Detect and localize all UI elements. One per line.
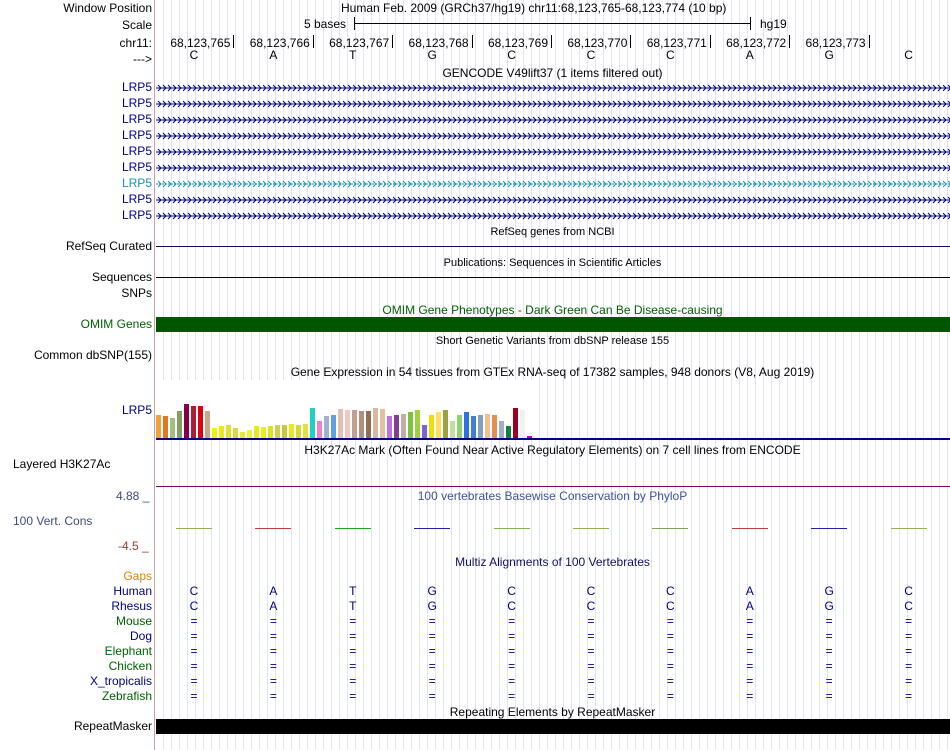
gencode-transcript-label[interactable]: LRP5 bbox=[121, 160, 152, 174]
phylop-score-segment bbox=[255, 528, 291, 529]
base-letter: A bbox=[745, 48, 754, 62]
multiz-base: = bbox=[825, 689, 833, 703]
multiz-base: = bbox=[508, 689, 516, 703]
gtex-tissue-bar[interactable] bbox=[219, 426, 224, 438]
multiz-base: = bbox=[587, 644, 595, 658]
gtex-tissue-bar[interactable] bbox=[331, 415, 336, 438]
h3k27ac-track-label[interactable]: Layered H3K27Ac bbox=[13, 457, 111, 471]
multiz-base: = bbox=[666, 689, 674, 703]
multiz-base: A bbox=[745, 584, 754, 598]
multiz-base: = bbox=[905, 689, 913, 703]
multiz-base: = bbox=[905, 644, 913, 658]
gencode-transcript-line[interactable] bbox=[156, 82, 950, 94]
multiz-base: C bbox=[586, 584, 596, 598]
gtex-tissue-bar[interactable] bbox=[261, 427, 266, 438]
base-letter: T bbox=[349, 48, 357, 62]
scale-value: 5 bases bbox=[304, 17, 347, 31]
multiz-base: G bbox=[427, 584, 437, 598]
refseq-track-label[interactable]: RefSeq Curated bbox=[65, 239, 152, 253]
multiz-base: = bbox=[190, 659, 198, 673]
gtex-track-label[interactable]: LRP5 bbox=[121, 403, 152, 417]
multiz-base: = bbox=[508, 674, 516, 688]
multiz-base: = bbox=[269, 629, 277, 643]
coordinate-label: 68,123,768 bbox=[408, 36, 469, 50]
multiz-base: = bbox=[349, 629, 357, 643]
phylop-score-segment bbox=[176, 528, 212, 529]
gtex-tissue-bar[interactable] bbox=[184, 404, 189, 438]
gtex-tissue-bar[interactable] bbox=[478, 415, 483, 438]
multiz-base: = bbox=[746, 614, 754, 628]
multiz-base: = bbox=[428, 689, 436, 703]
phylop-score-segment bbox=[573, 528, 609, 529]
multiz-base: = bbox=[269, 659, 277, 673]
multiz-species-label[interactable]: Mouse bbox=[115, 614, 152, 628]
coordinate-tick bbox=[710, 35, 711, 48]
sequences-track-label[interactable]: Sequences bbox=[91, 270, 152, 284]
gtex-tissue-bar[interactable] bbox=[429, 415, 434, 438]
multiz-base: = bbox=[269, 644, 277, 658]
multiz-species-label[interactable]: Human bbox=[113, 584, 152, 598]
multiz-base: A bbox=[269, 584, 278, 598]
multiz-base: = bbox=[190, 674, 198, 688]
gtex-tissue-bar[interactable] bbox=[303, 424, 308, 438]
gencode-transcript-line[interactable] bbox=[156, 162, 950, 174]
repeatmasker-track-title[interactable]: Repeating Elements by RepeatMasker bbox=[449, 705, 656, 719]
gencode-transcript-label[interactable]: LRP5 bbox=[121, 128, 152, 142]
gtex-tissue-bar[interactable] bbox=[415, 410, 420, 438]
multiz-base: C bbox=[586, 599, 596, 613]
omim-track-title[interactable]: OMIM Gene Phenotypes - Dark Green Can Be Disease-causing bbox=[382, 303, 723, 317]
coordinate-label: 68,123,773 bbox=[805, 36, 866, 50]
gtex-tissue-bar[interactable] bbox=[338, 409, 343, 438]
gtex-tissue-bar[interactable] bbox=[177, 411, 182, 438]
multiz-base: = bbox=[587, 629, 595, 643]
snps-track-label[interactable]: SNPs bbox=[121, 286, 152, 300]
multiz-base: = bbox=[508, 629, 516, 643]
sequences-line[interactable] bbox=[156, 277, 950, 278]
coordinate-label: 68,123,772 bbox=[726, 36, 787, 50]
gtex-tissue-bar[interactable] bbox=[436, 412, 441, 438]
multiz-base: = bbox=[666, 644, 674, 658]
gencode-transcript-label[interactable]: LRP5 bbox=[121, 80, 152, 94]
gencode-transcript-line[interactable] bbox=[156, 178, 950, 190]
phylop-score-segment bbox=[494, 528, 530, 529]
gtex-tissue-bar[interactable] bbox=[387, 416, 392, 438]
multiz-base: = bbox=[825, 629, 833, 643]
multiz-base: = bbox=[349, 689, 357, 703]
dbsnp-track-label[interactable]: Common dbSNP(155) bbox=[33, 348, 152, 362]
gtex-tissue-bar[interactable] bbox=[296, 425, 301, 438]
scale-label: Scale bbox=[121, 18, 152, 32]
gencode-transcript-label[interactable]: LRP5 bbox=[121, 112, 152, 126]
refseq-track-title[interactable]: RefSeq genes from NCBI bbox=[490, 226, 615, 238]
gtex-tissue-bar[interactable] bbox=[401, 414, 406, 438]
multiz-base: C bbox=[507, 599, 516, 613]
base-letter: C bbox=[904, 48, 913, 62]
omim-track-label[interactable]: OMIM Genes bbox=[80, 317, 152, 331]
multiz-base: = bbox=[825, 644, 833, 658]
multiz-base: = bbox=[428, 614, 436, 628]
gtex-tissue-bar[interactable] bbox=[310, 408, 315, 438]
multiz-base: A bbox=[269, 599, 278, 613]
multiz-base: = bbox=[905, 629, 913, 643]
coordinate-tick bbox=[789, 35, 790, 48]
base-letter: A bbox=[269, 48, 278, 62]
gencode-transcript-line[interactable] bbox=[156, 146, 950, 158]
multiz-species-label[interactable]: X_tropicalis bbox=[89, 674, 152, 688]
multiz-base: C bbox=[189, 584, 199, 598]
omim-gene-bar[interactable] bbox=[156, 317, 950, 332]
base-letter: G bbox=[824, 48, 834, 62]
multiz-base: = bbox=[508, 614, 516, 628]
gtex-tissue-bar[interactable] bbox=[366, 411, 371, 438]
multiz-base: = bbox=[587, 689, 595, 703]
multiz-base: = bbox=[746, 644, 754, 658]
gtex-tissue-bar[interactable] bbox=[324, 416, 329, 438]
gtex-tissue-bar[interactable] bbox=[212, 428, 217, 438]
base-letter: C bbox=[666, 48, 675, 62]
gtex-tissue-bar[interactable] bbox=[520, 410, 525, 438]
coordinate-label: 68,123,769 bbox=[487, 36, 548, 50]
multiz-base: = bbox=[746, 674, 754, 688]
gtex-tissue-bar[interactable] bbox=[492, 415, 497, 438]
multiz-base: = bbox=[349, 659, 357, 673]
base-letter: C bbox=[586, 48, 596, 62]
gtex-tissue-bar[interactable] bbox=[170, 418, 175, 438]
gtex-tissue-bar[interactable] bbox=[254, 426, 259, 438]
multiz-base: G bbox=[824, 599, 834, 613]
scale-bar bbox=[354, 23, 750, 24]
gtex-tissue-bar[interactable] bbox=[373, 408, 378, 438]
multiz-base: = bbox=[825, 674, 833, 688]
phylop-score-segment bbox=[732, 528, 768, 529]
gtex-tissue-bar[interactable] bbox=[205, 411, 210, 438]
multiz-base: = bbox=[269, 689, 277, 703]
base-letter: C bbox=[189, 48, 199, 62]
gtex-tissue-bar[interactable] bbox=[513, 408, 518, 438]
phylop-max-label: 4.88 _ bbox=[116, 489, 150, 503]
gtex-tissue-bar[interactable] bbox=[345, 410, 350, 438]
coordinate-label: 68,123,767 bbox=[329, 36, 390, 50]
gencode-transcript-line[interactable] bbox=[156, 98, 950, 110]
multiz-base: T bbox=[349, 599, 357, 613]
multiz-gaps-label: Gaps bbox=[123, 569, 152, 583]
multiz-species-label[interactable]: Dog bbox=[129, 629, 152, 643]
gtex-tissue-bar[interactable] bbox=[471, 416, 476, 438]
multiz-base: = bbox=[428, 659, 436, 673]
multiz-base: = bbox=[190, 689, 198, 703]
refseq-gene-line[interactable] bbox=[156, 246, 950, 247]
gtex-tissue-bar[interactable] bbox=[268, 426, 273, 438]
phylop-score-segment bbox=[335, 528, 371, 529]
gtex-tissue-bar[interactable] bbox=[499, 421, 504, 438]
coordinate-tick bbox=[869, 35, 870, 48]
multiz-base: = bbox=[587, 674, 595, 688]
gtex-tissue-bar[interactable] bbox=[408, 412, 413, 438]
gtex-gene-line[interactable] bbox=[156, 438, 950, 440]
coordinate-tick bbox=[630, 35, 631, 48]
multiz-base: C bbox=[666, 584, 675, 598]
gtex-tissue-bar[interactable] bbox=[457, 415, 462, 438]
multiz-base: = bbox=[428, 674, 436, 688]
coordinate-tick bbox=[313, 35, 314, 48]
gencode-transcript-line[interactable] bbox=[156, 194, 950, 206]
gtex-tissue-bar[interactable] bbox=[163, 416, 168, 438]
phylop-score-segment bbox=[652, 528, 688, 529]
base-letter: C bbox=[507, 48, 516, 62]
gtex-tissue-bar[interactable] bbox=[380, 409, 385, 438]
multiz-base: = bbox=[746, 659, 754, 673]
multiz-species-label[interactable]: Rhesus bbox=[111, 599, 152, 613]
multiz-base: = bbox=[905, 674, 913, 688]
phylop-track-title[interactable]: 100 vertebrates Basewise Conservation by PhyloP bbox=[417, 489, 688, 503]
coordinate-label: 68,123,770 bbox=[567, 36, 628, 50]
gtex-tissue-bar[interactable] bbox=[275, 425, 280, 438]
gtex-tissue-bar[interactable] bbox=[359, 411, 364, 438]
phylop-score-segment bbox=[811, 528, 847, 529]
gtex-tissue-bar[interactable] bbox=[317, 421, 322, 438]
multiz-base: = bbox=[428, 644, 436, 658]
gtex-tissue-bar[interactable] bbox=[394, 415, 399, 438]
multiz-base: = bbox=[905, 614, 913, 628]
multiz-base: = bbox=[190, 629, 198, 643]
coordinate-label: 68,123,765 bbox=[170, 36, 231, 50]
multiz-species-label[interactable]: Zebrafish bbox=[101, 689, 152, 703]
dbsnp-track-title[interactable]: Short Genetic Variants from dbSNP release 155 bbox=[435, 335, 670, 347]
multiz-base: G bbox=[824, 584, 834, 598]
multiz-base: = bbox=[666, 674, 674, 688]
multiz-base: C bbox=[904, 599, 913, 613]
phylop-score-segment bbox=[414, 528, 450, 529]
multiz-base: = bbox=[190, 614, 198, 628]
gencode-transcript-label[interactable]: LRP5 bbox=[121, 208, 152, 222]
repeatmasker-bar[interactable] bbox=[156, 719, 950, 734]
gtex-track-title[interactable]: Gene Expression in 54 tissues from GTEx RNA-seq of 17382 samples, 948 donors (V8, Aug 2019) bbox=[290, 365, 815, 379]
multiz-base: = bbox=[508, 659, 516, 673]
gencode-transcript-label[interactable]: LRP5 bbox=[121, 96, 152, 110]
phylop-score-segment bbox=[891, 528, 927, 529]
scale-assembly: hg19 bbox=[760, 17, 787, 31]
gtex-tissue-bar[interactable] bbox=[191, 406, 196, 438]
phylop-min-label: -4.5 _ bbox=[118, 539, 149, 553]
multiz-base: C bbox=[507, 584, 516, 598]
coordinate-tick bbox=[551, 35, 552, 48]
gtex-tissue-bar[interactable] bbox=[464, 412, 469, 438]
coordinate-tick bbox=[233, 35, 234, 48]
repeatmasker-track-label[interactable]: RepeatMasker bbox=[73, 719, 152, 733]
multiz-base: = bbox=[746, 629, 754, 643]
multiz-species-label[interactable]: Chicken bbox=[108, 659, 152, 673]
gencode-transcript-line[interactable] bbox=[156, 114, 950, 126]
multiz-base: = bbox=[666, 659, 674, 673]
gtex-tissue-bar[interactable] bbox=[289, 424, 294, 438]
multiz-base: C bbox=[189, 599, 199, 613]
multiz-base: = bbox=[269, 614, 277, 628]
gtex-tissue-bar[interactable] bbox=[506, 426, 511, 438]
gencode-transcript-label[interactable]: LRP5 bbox=[121, 176, 152, 190]
gtex-tissue-bar[interactable] bbox=[352, 410, 357, 438]
gtex-tissue-bar[interactable] bbox=[198, 406, 203, 438]
multiz-base: A bbox=[745, 599, 754, 613]
multiz-base: = bbox=[825, 614, 833, 628]
coordinate-tick bbox=[392, 35, 393, 48]
strand-label: ---> bbox=[133, 52, 152, 66]
scale-bar-right-tick bbox=[750, 17, 751, 30]
multiz-base: = bbox=[269, 674, 277, 688]
multiz-base: C bbox=[904, 584, 913, 598]
coordinate-label: 68,123,771 bbox=[646, 36, 707, 50]
multiz-track-title[interactable]: Multiz Alignments of 100 Vertebrates bbox=[455, 555, 650, 569]
multiz-base: = bbox=[905, 659, 913, 673]
multiz-base: = bbox=[825, 659, 833, 673]
multiz-base: = bbox=[508, 644, 516, 658]
h3k27ac-track-title[interactable]: H3K27Ac Mark (Often Found Near Active Regulatory Elements) on 7 cell lines from ENCODE bbox=[304, 443, 801, 457]
multiz-base: = bbox=[746, 689, 754, 703]
scale-bar-left-tick bbox=[354, 17, 355, 30]
gencode-track-title[interactable]: GENCODE V49lift37 (1 items filtered out) bbox=[442, 66, 663, 80]
gtex-tissue-bar[interactable] bbox=[247, 430, 252, 438]
multiz-base: G bbox=[427, 599, 437, 613]
gtex-tissue-bar[interactable] bbox=[450, 421, 455, 438]
gtex-tissue-bar[interactable] bbox=[156, 415, 161, 438]
gtex-expression-chart[interactable] bbox=[156, 380, 536, 438]
gtex-tissue-bar[interactable] bbox=[233, 428, 238, 438]
coordinate-label: 68,123,766 bbox=[249, 36, 310, 50]
multiz-base: = bbox=[190, 644, 198, 658]
window-position-label: Window Position bbox=[63, 1, 152, 15]
phylop-track-label[interactable]: 100 Vert. Cons bbox=[13, 514, 93, 528]
gtex-tissue-bar[interactable] bbox=[282, 425, 287, 438]
gtex-tissue-bar[interactable] bbox=[443, 410, 448, 438]
multiz-base: = bbox=[666, 629, 674, 643]
multiz-base: = bbox=[587, 659, 595, 673]
sequences-track-title[interactable]: Publications: Sequences in Scientific Articles bbox=[443, 257, 662, 269]
multiz-species-label[interactable]: Elephant bbox=[104, 644, 152, 658]
multiz-base: = bbox=[349, 614, 357, 628]
gencode-transcript-label[interactable]: LRP5 bbox=[121, 192, 152, 206]
multiz-base: = bbox=[428, 629, 436, 643]
multiz-base: T bbox=[349, 584, 357, 598]
gencode-transcript-line[interactable] bbox=[156, 210, 950, 222]
gtex-tissue-bar[interactable] bbox=[485, 414, 490, 438]
coordinate-tick bbox=[472, 35, 473, 48]
h3k27ac-line[interactable] bbox=[156, 486, 950, 487]
multiz-base: = bbox=[349, 674, 357, 688]
gtex-tissue-bar[interactable] bbox=[422, 425, 427, 438]
multiz-base: = bbox=[349, 644, 357, 658]
multiz-base: = bbox=[587, 614, 595, 628]
base-letter: G bbox=[427, 48, 437, 62]
multiz-base: = bbox=[666, 614, 674, 628]
chrom-label: chr11: bbox=[119, 36, 152, 50]
gencode-transcript-label[interactable]: LRP5 bbox=[121, 144, 152, 158]
multiz-base: C bbox=[666, 599, 675, 613]
gencode-transcript-line[interactable] bbox=[156, 130, 950, 142]
window-position-value: Human Feb. 2009 (GRCh37/hg19) chr11:68,123,765-68,123,774 (10 bp) bbox=[341, 1, 727, 15]
gtex-tissue-bar[interactable] bbox=[226, 425, 231, 438]
